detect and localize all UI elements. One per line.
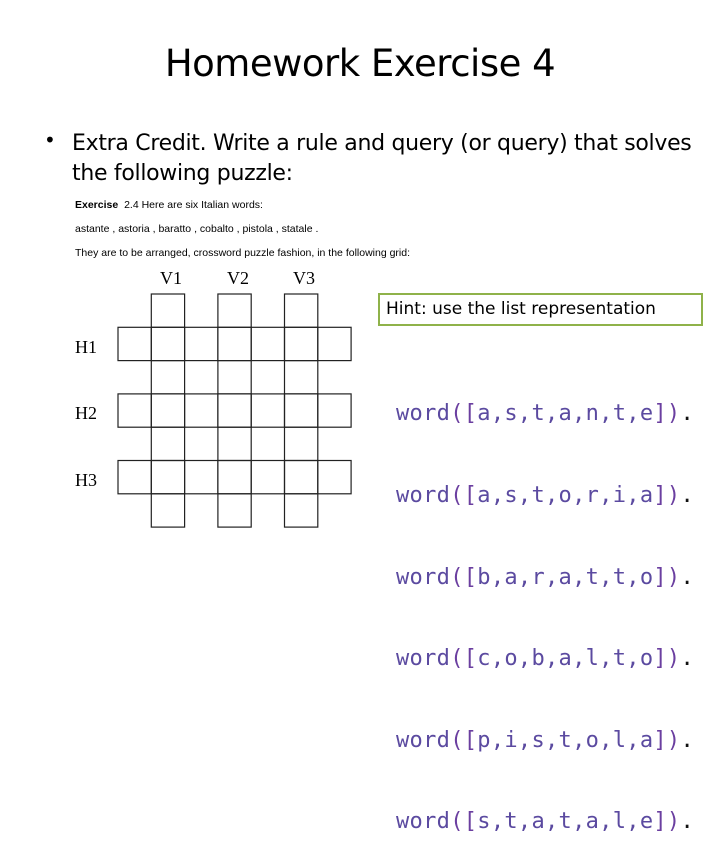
grid-cell (285, 327, 318, 360)
hint-text: Hint: use the list representation (386, 299, 656, 319)
grid-cell (151, 361, 184, 394)
code-head: word (396, 809, 451, 835)
slide-title: Homework Exercise 4 (164, 42, 556, 85)
code-items: p,i,s,t,o,l,a (477, 727, 654, 753)
grid-cell (218, 461, 251, 494)
grid-cell (318, 394, 351, 427)
code-line: word([b,a,r,a,t,t,o]). (396, 564, 695, 590)
grid-cell (285, 361, 318, 394)
code-line: word([a,s,t,o,r,i,a]). (396, 483, 695, 508)
exercise-instruction: They are to be arranged, crossword puzzle fashion, in the following grid: (75, 247, 411, 259)
grid-cell (218, 294, 251, 327)
code-head: word (396, 727, 451, 753)
grid-cell (118, 327, 151, 360)
grid-cell (285, 494, 318, 527)
grid-cell (218, 494, 251, 527)
grid-cell (118, 394, 151, 427)
code-block (396, 346, 694, 863)
grid-cell (151, 394, 184, 427)
code-head: word (396, 483, 451, 508)
grid-cell (285, 394, 318, 427)
grid-cell (251, 327, 284, 360)
grid-cell (218, 361, 251, 394)
code-line: word([c,o,b,a,l,t,o]). (396, 646, 695, 672)
code-line: word([s,t,a,t,a,l,e]). (396, 809, 695, 835)
grid-cell (318, 327, 351, 360)
code-line: word([a,s,t,a,n,t,e]). (396, 401, 695, 427)
grid-cell (151, 294, 184, 327)
grid-cell (151, 427, 184, 460)
grid-cell (251, 461, 284, 494)
exercise-words: astante , astoria , baratto , cobalto , pistola , statale . (75, 223, 319, 235)
grid-label-h2: H2 (75, 403, 97, 423)
grid-cell (151, 327, 184, 360)
code-head: word (396, 646, 451, 672)
grid-cell (185, 394, 218, 427)
code-line: word([p,i,s,t,o,l,a]). (396, 727, 695, 753)
code-items: a,s,t,a,n,t,e (477, 401, 654, 427)
grid-cell (251, 394, 284, 427)
grid-cell (285, 427, 318, 460)
code-items: s,t,a,t,a,l,e (477, 809, 654, 835)
code-items: b,a,r,a,t,t,o (477, 564, 654, 590)
grid-cell (218, 327, 251, 360)
code-head: word (396, 401, 451, 427)
grid-label-h1: H1 (75, 337, 97, 357)
grid-cell (118, 461, 151, 494)
grid-label-h3: H3 (75, 470, 97, 490)
exercise-label: Exercise (75, 199, 119, 211)
code-head: word (396, 564, 451, 590)
grid-cell (218, 427, 251, 460)
grid-cell (185, 327, 218, 360)
code-items: c,o,b,a,l,t,o (477, 646, 654, 672)
grid-cell (285, 461, 318, 494)
grid-cell (151, 461, 184, 494)
grid-cell (285, 294, 318, 327)
bullet-point-icon: • (44, 128, 56, 152)
grid-label-v1: V1 (160, 268, 182, 288)
grid-cell (185, 461, 218, 494)
code-items: a,s,t,o,r,i,a (477, 483, 654, 508)
grid-cell (318, 461, 351, 494)
bullet-text: Extra Credit. Write a rule and query (or query) that solves the following puzzle: (72, 131, 692, 186)
exercise-intro: 2.4 Here are six Italian words: (124, 199, 263, 211)
hint-box (378, 293, 703, 326)
grid-cell (218, 394, 251, 427)
grid-label-v2: V2 (227, 268, 249, 288)
grid-cell (151, 494, 184, 527)
grid-label-v3: V3 (293, 268, 315, 288)
